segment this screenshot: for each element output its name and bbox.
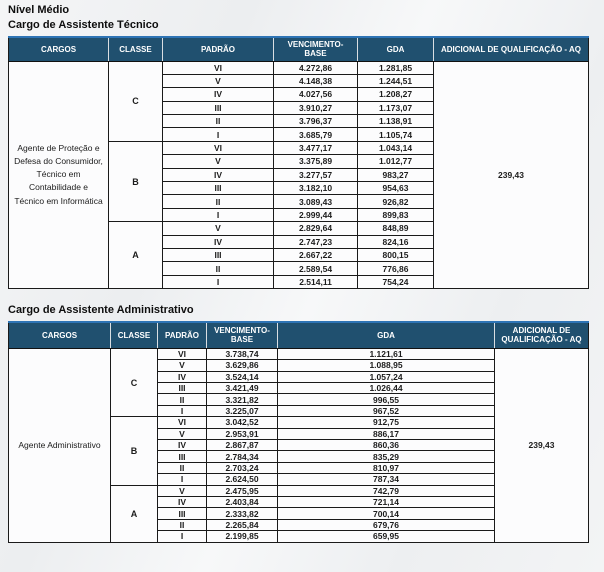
padrao-cell: II bbox=[163, 195, 274, 208]
col-header-padrao: PADRÃO bbox=[158, 322, 207, 349]
gda-cell: 848,89 bbox=[358, 222, 434, 235]
vencimento-base-cell: 2.624,50 bbox=[207, 474, 278, 485]
vencimento-base-cell: 3.321,82 bbox=[207, 394, 278, 405]
padrao-cell: IV bbox=[158, 440, 207, 451]
col-header-vencimento-base: VENCIMENTO-BASE bbox=[274, 37, 358, 62]
table-tecnico-title: Cargo de Assistente Técnico bbox=[8, 18, 159, 31]
padrao-cell: VI bbox=[163, 141, 274, 154]
padrao-cell: V bbox=[158, 428, 207, 439]
gda-cell: 912,75 bbox=[278, 417, 495, 428]
padrao-cell: III bbox=[163, 182, 274, 195]
col-header-adicional-aq: ADICIONAL DE QUALIFICAÇÃO - AQ bbox=[495, 322, 589, 349]
vencimento-base-cell: 3.042,52 bbox=[207, 417, 278, 428]
vencimento-base-cell: 2.514,11 bbox=[274, 275, 358, 288]
padrao-cell: I bbox=[163, 208, 274, 221]
gda-cell: 810,97 bbox=[278, 462, 495, 473]
gda-cell: 1.043,14 bbox=[358, 141, 434, 154]
gda-cell: 721,14 bbox=[278, 496, 495, 507]
vencimento-base-cell: 2.829,64 bbox=[274, 222, 358, 235]
gda-cell: 983,27 bbox=[358, 168, 434, 181]
gda-cell: 1.281,85 bbox=[358, 61, 434, 74]
table-row bbox=[9, 348, 589, 359]
gda-cell: 1.173,07 bbox=[358, 101, 434, 114]
cargo-cell: Agente Administrativo bbox=[9, 348, 111, 542]
vencimento-base-cell: 2.747,23 bbox=[274, 235, 358, 248]
table-header bbox=[9, 322, 589, 349]
padrao-cell: II bbox=[158, 394, 207, 405]
table-body bbox=[9, 61, 589, 289]
col-header-classe: CLASSE bbox=[109, 37, 163, 62]
classe-cell: A bbox=[111, 485, 158, 542]
vencimento-base-cell: 3.182,10 bbox=[274, 182, 358, 195]
vencimento-base-cell: 4.148,38 bbox=[274, 74, 358, 87]
padrao-cell: IV bbox=[158, 496, 207, 507]
gda-cell: 1.105,74 bbox=[358, 128, 434, 141]
vencimento-base-cell: 3.910,27 bbox=[274, 101, 358, 114]
level-title: Nível Médio bbox=[8, 4, 70, 16]
vencimento-base-cell: 2.589,54 bbox=[274, 262, 358, 275]
gda-cell: 1.088,95 bbox=[278, 360, 495, 371]
gda-cell: 787,34 bbox=[278, 474, 495, 485]
col-header-adicional-aq: ADICIONAL DE QUALIFICAÇÃO - AQ bbox=[434, 37, 589, 62]
padrao-cell: III bbox=[158, 383, 207, 394]
gda-cell: 659,95 bbox=[278, 531, 495, 542]
padrao-cell: II bbox=[163, 115, 274, 128]
vencimento-base-cell: 3.277,57 bbox=[274, 168, 358, 181]
padrao-cell: I bbox=[158, 531, 207, 542]
gda-cell: 742,79 bbox=[278, 485, 495, 496]
col-header-padrao: PADRÃO bbox=[163, 37, 274, 62]
classe-cell: C bbox=[109, 61, 163, 141]
gda-cell: 899,83 bbox=[358, 208, 434, 221]
vencimento-base-cell: 3.421,49 bbox=[207, 383, 278, 394]
vencimento-base-cell: 2.999,44 bbox=[274, 208, 358, 221]
gda-cell: 1.244,51 bbox=[358, 74, 434, 87]
gda-cell: 996,55 bbox=[278, 394, 495, 405]
vencimento-base-cell: 3.477,17 bbox=[274, 141, 358, 154]
col-header-cargos: CARGOS bbox=[9, 322, 111, 349]
vencimento-base-cell: 2.953,91 bbox=[207, 428, 278, 439]
vencimento-base-cell: 2.703,24 bbox=[207, 462, 278, 473]
gda-cell: 1.138,91 bbox=[358, 115, 434, 128]
col-header-gda: GDA bbox=[358, 37, 434, 62]
vencimento-base-cell: 3.629,86 bbox=[207, 360, 278, 371]
vencimento-base-cell: 3.738,74 bbox=[207, 348, 278, 359]
padrao-cell: V bbox=[158, 485, 207, 496]
padrao-cell: II bbox=[158, 519, 207, 530]
gda-cell: 860,36 bbox=[278, 440, 495, 451]
padrao-cell: III bbox=[163, 248, 274, 261]
gda-cell: 679,76 bbox=[278, 519, 495, 530]
vencimento-base-cell: 2.265,84 bbox=[207, 519, 278, 530]
vencimento-base-cell: 4.027,56 bbox=[274, 88, 358, 101]
vencimento-base-cell: 2.784,34 bbox=[207, 451, 278, 462]
padrao-cell: III bbox=[158, 508, 207, 519]
col-header-gda: GDA bbox=[278, 322, 495, 349]
padrao-cell: IV bbox=[158, 371, 207, 382]
padrao-cell: IV bbox=[163, 88, 274, 101]
padrao-cell: IV bbox=[163, 235, 274, 248]
padrao-cell: V bbox=[163, 74, 274, 87]
vencimento-base-cell: 2.199,85 bbox=[207, 531, 278, 542]
gda-cell: 1.057,24 bbox=[278, 371, 495, 382]
gda-cell: 954,63 bbox=[358, 182, 434, 195]
gda-cell: 835,29 bbox=[278, 451, 495, 462]
vencimento-base-cell: 2.867,87 bbox=[207, 440, 278, 451]
padrao-cell: I bbox=[163, 128, 274, 141]
gda-cell: 1.026,44 bbox=[278, 383, 495, 394]
vencimento-base-cell: 3.796,37 bbox=[274, 115, 358, 128]
gda-cell: 700,14 bbox=[278, 508, 495, 519]
col-header-classe: CLASSE bbox=[111, 322, 158, 349]
padrao-cell: VI bbox=[163, 61, 274, 74]
adicional-qualificacao-cell: 239,43 bbox=[495, 348, 589, 542]
padrao-cell: V bbox=[158, 360, 207, 371]
vencimento-base-cell: 2.475,95 bbox=[207, 485, 278, 496]
vencimento-base-cell: 3.685,79 bbox=[274, 128, 358, 141]
vencimento-base-cell: 4.272,86 bbox=[274, 61, 358, 74]
table-administrativo-title: Cargo de Assistente Administrativo bbox=[8, 304, 194, 317]
gda-cell: 754,24 bbox=[358, 275, 434, 288]
classe-cell: B bbox=[111, 417, 158, 485]
gda-cell: 800,15 bbox=[358, 248, 434, 261]
col-header-cargos: CARGOS bbox=[9, 37, 109, 62]
vencimento-base-cell: 2.403,84 bbox=[207, 496, 278, 507]
padrao-cell: I bbox=[158, 474, 207, 485]
padrao-cell: I bbox=[163, 275, 274, 288]
classe-cell: C bbox=[111, 348, 158, 416]
table-row bbox=[9, 61, 589, 74]
gda-cell: 1.012,77 bbox=[358, 155, 434, 168]
vencimento-base-cell: 3.375,89 bbox=[274, 155, 358, 168]
gda-cell: 1.121,61 bbox=[278, 348, 495, 359]
table-body bbox=[9, 348, 589, 542]
padrao-cell: I bbox=[158, 405, 207, 416]
padrao-cell: III bbox=[163, 101, 274, 114]
padrao-cell: II bbox=[163, 262, 274, 275]
gda-cell: 776,86 bbox=[358, 262, 434, 275]
padrao-cell: II bbox=[158, 462, 207, 473]
adicional-qualificacao-cell: 239,43 bbox=[434, 61, 589, 289]
col-header-vencimento-base: VENCIMENTO-BASE bbox=[207, 322, 278, 349]
vencimento-base-cell: 3.524,14 bbox=[207, 371, 278, 382]
padrao-cell: IV bbox=[163, 168, 274, 181]
padrao-cell: VI bbox=[158, 348, 207, 359]
gda-cell: 967,52 bbox=[278, 405, 495, 416]
table-header bbox=[9, 37, 589, 62]
table-assistente-administrativo bbox=[8, 321, 589, 543]
classe-cell: B bbox=[109, 141, 163, 221]
padrao-cell: VI bbox=[158, 417, 207, 428]
gda-cell: 1.208,27 bbox=[358, 88, 434, 101]
vencimento-base-cell: 3.225,07 bbox=[207, 405, 278, 416]
vencimento-base-cell: 2.333,82 bbox=[207, 508, 278, 519]
gda-cell: 886,17 bbox=[278, 428, 495, 439]
vencimento-base-cell: 3.089,43 bbox=[274, 195, 358, 208]
gda-cell: 824,16 bbox=[358, 235, 434, 248]
padrao-cell: V bbox=[163, 222, 274, 235]
gda-cell: 926,82 bbox=[358, 195, 434, 208]
table-assistente-tecnico bbox=[8, 36, 589, 290]
section-gap bbox=[8, 289, 588, 302]
classe-cell: A bbox=[109, 222, 163, 289]
vencimento-base-cell: 2.667,22 bbox=[274, 248, 358, 261]
cargo-cell: Agente de Proteção e Defesa do Consumidor, Técnico em Contabilidade e Técnico em Informática bbox=[9, 61, 109, 289]
padrao-cell: V bbox=[163, 155, 274, 168]
padrao-cell: III bbox=[158, 451, 207, 462]
